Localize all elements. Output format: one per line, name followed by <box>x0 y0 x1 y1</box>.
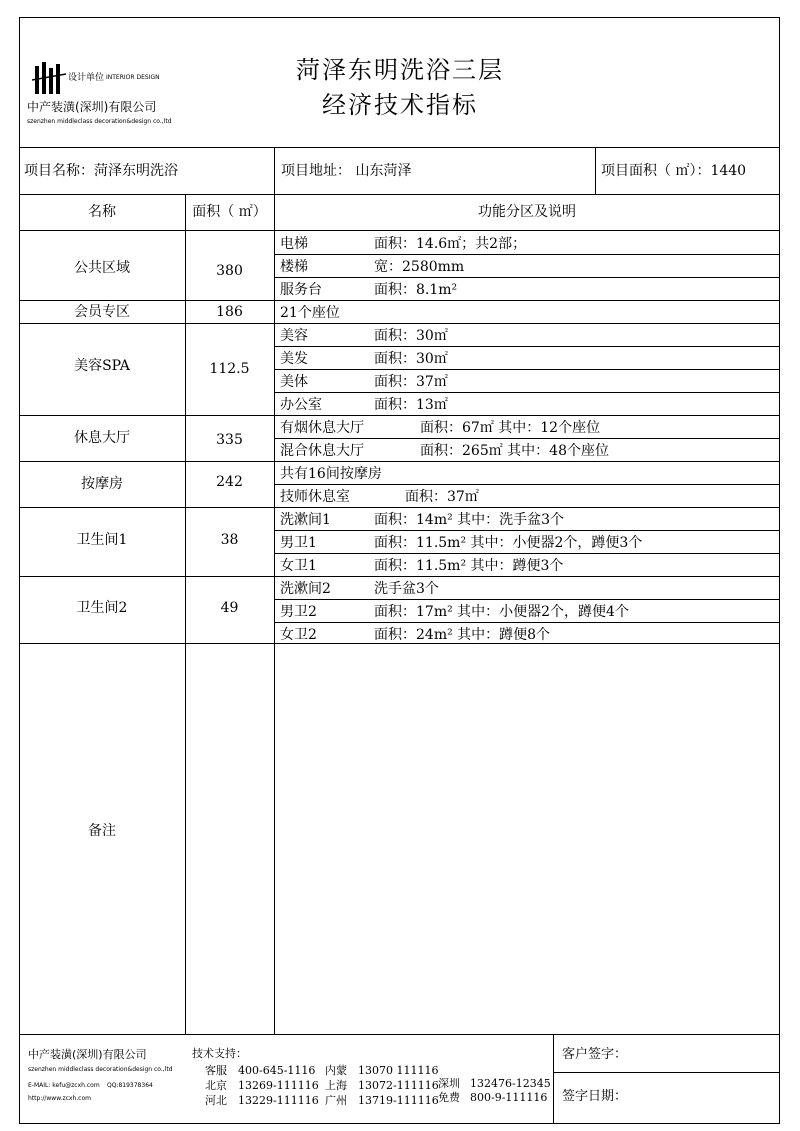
project-name: 项目名称：菏泽东明洗浴 <box>24 163 178 179</box>
contact-city: 河北 <box>205 1094 227 1107</box>
contact-city: 内蒙 <box>325 1064 347 1077</box>
row-area: 112.5 <box>209 361 250 377</box>
desc-detail: 面积：8.1m² <box>374 282 458 298</box>
contact-city: 免费 <box>438 1091 460 1104</box>
contact-phone: 13072-111116 <box>358 1079 439 1092</box>
header-company-en: szenzhen middleclass decoration&design co.,ltd <box>27 118 172 125</box>
desc-item: 混合休息大厅 <box>280 443 364 459</box>
footer-email: E-MAIL: kefu@zcxh.com <box>28 1082 100 1089</box>
row-area: 335 <box>216 432 243 448</box>
row-name: 休息大厅 <box>74 430 130 446</box>
row-name: 按摩房 <box>81 476 123 492</box>
desc-detail: 面积：37㎡ <box>374 374 448 390</box>
document-title-line2: 经济技术指标 <box>322 91 478 119</box>
row-name: 卫生间2 <box>76 600 128 616</box>
support-label: 技术支持： <box>192 1047 247 1060</box>
footer-company-en: szenzhen middleclass decoration&design co.,ltd <box>28 1066 173 1073</box>
desc-item: 有烟休息大厅 <box>280 420 364 436</box>
footer-website: http://www.zcxh.com <box>28 1095 91 1102</box>
desc-item: 男卫1 <box>280 535 317 551</box>
desc-item: 女卫1 <box>280 558 317 574</box>
contact-city: 上海 <box>325 1079 347 1092</box>
contact-phone: 132476-12345 <box>470 1077 551 1090</box>
project-address: 项目地址： 山东菏泽 <box>281 163 412 179</box>
contact-phone: 13229-111116 <box>238 1094 319 1107</box>
desc-detail: 面积：24m² 其中：蹲便8个 <box>374 627 551 643</box>
row-area: 380 <box>216 263 243 279</box>
desc-detail: 面积：11.5m² 其中：蹲便3个 <box>374 558 564 574</box>
desc-detail: 面积：17m² 其中：小便器2个，蹲便4个 <box>374 604 629 620</box>
desc-item: 服务台 <box>280 282 322 298</box>
row-area: 49 <box>220 600 239 616</box>
col-header-name: 名称 <box>88 204 116 220</box>
desc-item: 办公室 <box>280 397 322 413</box>
desc-item: 洗漱间2 <box>280 581 331 597</box>
desc-detail: 面积：30㎡ <box>374 351 448 367</box>
desc-detail: 面积：265㎡ 其中：48个座位 <box>420 443 609 459</box>
desc-detail: 面积：30㎡ <box>374 328 448 344</box>
desc-item: 美发 <box>280 351 308 367</box>
contact-phone: 13269-111116 <box>238 1079 319 1092</box>
row-name: 公共区域 <box>74 260 130 276</box>
desc-item: 技师休息室 <box>280 489 350 505</box>
header-company-cn: 中产装潢(深圳)有限公司 <box>27 100 157 114</box>
col-header-desc: 功能分区及说明 <box>478 204 576 220</box>
contact-phone: 400-645-1116 <box>238 1064 316 1077</box>
desc-detail: 宽：2580mm <box>374 259 465 275</box>
col-header-area: 面积（ ㎡） <box>192 204 267 220</box>
desc-detail: 面积：13㎡ <box>374 397 448 413</box>
logo-tag: 设计单位 <box>68 73 105 83</box>
desc-detail: 面积：67㎡ 其中：12个座位 <box>420 420 601 436</box>
desc-item: 洗漱间1 <box>280 512 331 528</box>
desc-detail: 面积：14m² 其中：洗手盆3个 <box>374 512 565 528</box>
desc-item: 男卫2 <box>280 604 317 620</box>
project-area: 项目面积（ ㎡）：1440 <box>601 163 747 179</box>
row-name: 美容SPA <box>74 358 130 374</box>
desc-detail: 面积：14.6㎡；共2部； <box>374 236 527 252</box>
desc-item: 共有16间按摩房 <box>280 466 382 482</box>
document-title-line1: 菏泽东明洗浴三层 <box>296 56 504 84</box>
row-area: 186 <box>216 304 243 320</box>
contact-city: 北京 <box>205 1079 227 1092</box>
desc-item: 美体 <box>280 374 308 390</box>
desc-detail: 面积：37㎡ <box>405 489 479 505</box>
contact-phone: 800-9-111116 <box>470 1091 548 1104</box>
desc-item: 美容 <box>280 328 308 344</box>
contact-city: 深圳 <box>438 1077 460 1090</box>
desc-item: 女卫2 <box>280 627 317 643</box>
row-area: 242 <box>216 474 243 490</box>
row-area: 38 <box>220 532 239 548</box>
desc-item: 楼梯 <box>280 259 308 275</box>
contact-phone: 13070 111116 <box>358 1064 439 1077</box>
client-signature-label: 客户签字： <box>562 1047 628 1062</box>
footer-company-cn: 中产装潢(深圳)有限公司 <box>28 1048 147 1061</box>
desc-detail: 面积：11.5m² 其中：小便器2个，蹲便3个 <box>374 535 643 551</box>
row-name: 卫生间1 <box>76 532 128 548</box>
signature-date-label: 签字日期： <box>562 1089 628 1104</box>
contact-city: 客服 <box>205 1064 227 1077</box>
contact-city: 广州 <box>325 1094 347 1107</box>
contact-phone: 13719-111116 <box>358 1094 439 1107</box>
footer-qq: QQ:819378364 <box>107 1082 153 1089</box>
logo-tag-en: INTERIOR DESIGN <box>106 74 160 81</box>
desc-detail: 洗手盆3个 <box>374 581 439 597</box>
desc-item: 电梯 <box>280 236 308 252</box>
row-name: 会员专区 <box>74 304 130 320</box>
desc-item: 21个座位 <box>280 305 340 321</box>
remarks-label: 备注 <box>88 823 116 839</box>
